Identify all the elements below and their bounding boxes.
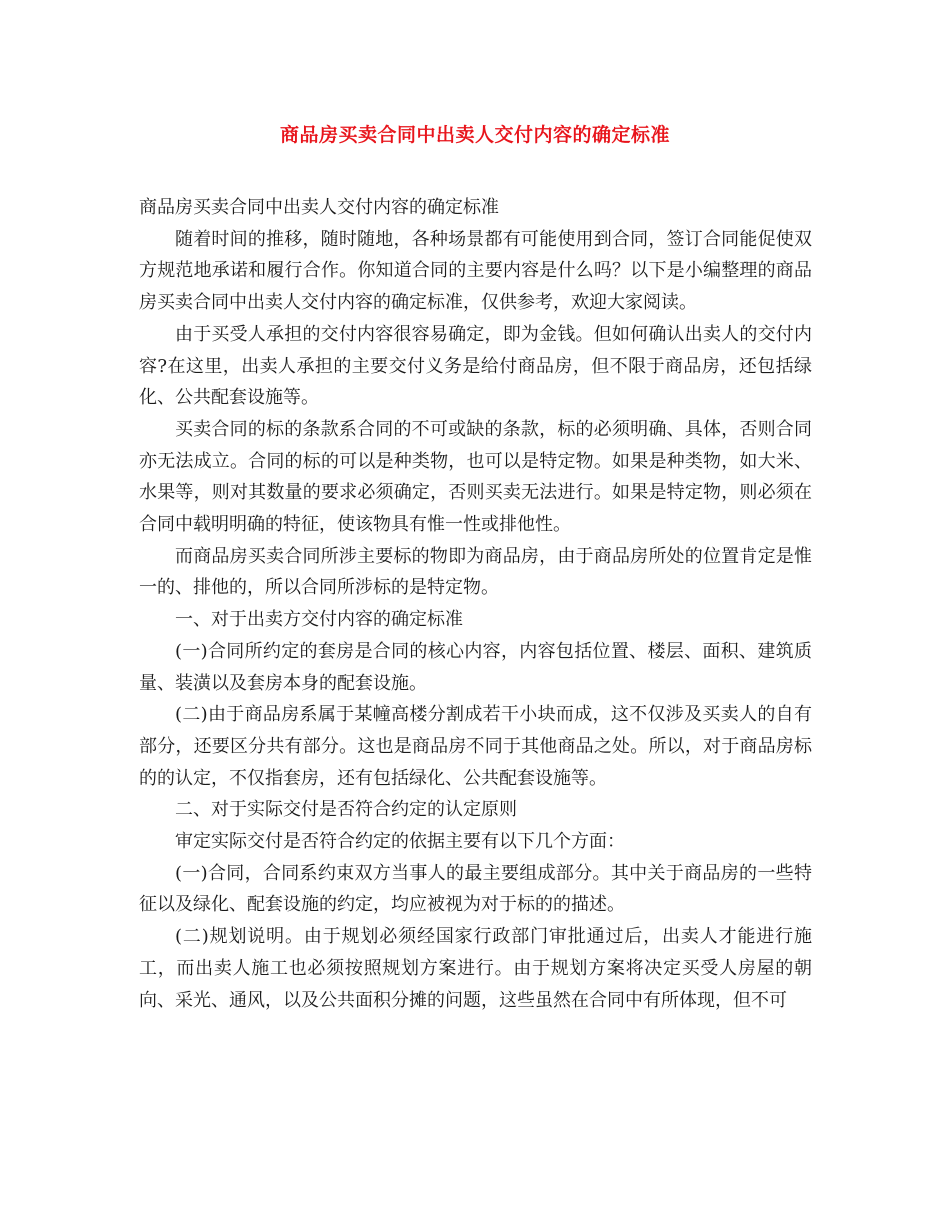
paragraph-item-2-2: (二)规划说明。由于规划必须经国家行政部门审批通过后，出卖人才能进行施工，而出卖人施工也必须按照规划方案进行。由于规划方案将决定买受人房屋的朝向、采光、通风，以及公共面积分摊的问题，这些虽然在合同中有所体现，但不可 — [139, 926, 812, 1011]
paragraph-item-2-1: (一)合同，合同系约束双方当事人的最主要组成部分。其中关于商品房的一些特征以及绿化、配套设施的约定，均应被视为对于标的的描述。 — [139, 862, 812, 916]
paragraph-item-1-2: (二)由于商品房系属于某幢高楼分割成若干小块而成，这不仅涉及买卖人的自有部分，还要区分共有部分。这也是商品房不同于其他商品之处。所以，对于商品房标的的认定，不仅指套房，还有包括绿化、公共配套设施等。 — [139, 704, 812, 789]
section-heading-1: 一、对于出卖方交付内容的确定标准 — [175, 609, 463, 631]
section-heading-2: 二、对于实际交付是否符合约定的认定原则 — [175, 799, 517, 821]
body-heading: 商品房买卖合同中出卖人交付内容的确定标准 — [139, 197, 499, 218]
paragraph-intro: 随着时间的推移，随时随地，各种场景都有可能使用到合同，签订合同能促使双方规范地承诺和履行合作。你知道合同的主要内容是什么吗？以下是小编整理的商品房买卖合同中出卖人交付内容的确定标准，仅供参考，欢迎大家阅读。 — [139, 228, 812, 314]
document-body — [139, 192, 812, 1016]
document-title: 商品房买卖合同中出卖人交付内容的确定标准 — [279, 124, 670, 146]
paragraph-basis-intro: 审定实际交付是否符合约定的依据主要有以下几个方面： — [175, 831, 625, 853]
paragraph-subject-clause: 买卖合同的标的条款系合同的不可或缺的条款，标的必须明确、具体，否则合同亦无法成立。合同的标的可以是种类物，也可以是特定物。如果是种类物，如大米、水果等，则对其数量的要求必须确定，否则买卖无法进行。如果是特定物，则必须在合同中载明明确的特征，使该物具有惟一性或排他性。 — [139, 418, 812, 536]
paragraph-item-1-1: (一)合同所约定的套房是合同的核心内容，内容包括位置、楼层、面积、建筑质量、装潢以及套房本身的配套设施。 — [139, 640, 812, 694]
paragraph-buyer-delivery: 由于买受人承担的交付内容很容易确定，即为金钱。但如何确认出卖人的交付内容?在这里，出卖人承担的主要交付义务是给付商品房，但不限于商品房，还包括绿化、公共配套设施等。 — [139, 323, 812, 409]
paragraph-specific-object: 而商品房买卖合同所涉主要标的物即为商品房，由于商品房所处的位置肯定是惟一的、排他的，所以合同所涉标的是特定物。 — [139, 545, 812, 599]
